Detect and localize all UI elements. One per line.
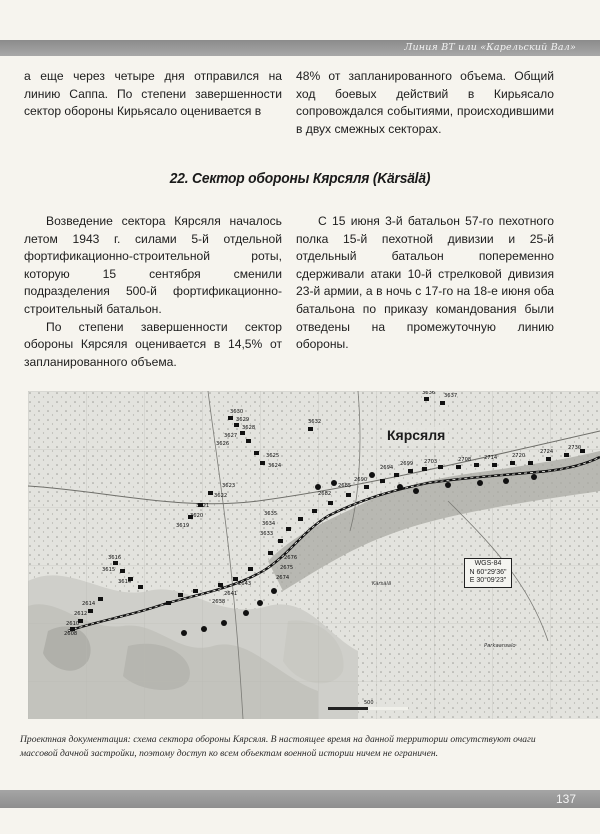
svg-text:3622: 3622 [214,493,228,499]
svg-text:2676: 2676 [284,555,298,561]
svg-text:3629: 3629 [236,417,250,423]
svg-text:2638: 2638 [212,599,226,605]
svg-text:2685: 2685 [338,483,352,489]
svg-text:3632: 3632 [308,419,322,425]
top-columns [20,68,580,148]
coord-lon: E 30°09'23" [469,577,507,584]
coord-datum: WGS-84 [474,560,502,567]
svg-text:3634: 3634 [262,521,276,527]
svg-text:3614: 3614 [118,579,132,585]
svg-text:2643: 2643 [238,581,252,587]
svg-text:3625: 3625 [266,453,280,459]
svg-text:3626: 3626 [216,441,230,447]
svg-text:3624: 3624 [268,463,282,469]
body-columns [20,213,580,373]
running-header [0,0,600,56]
defense-sector-map [28,391,600,719]
coord-lat: N 60°29'36" [469,568,507,576]
svg-text:2699: 2699 [400,461,414,467]
svg-text:3633: 3633 [260,531,274,537]
svg-text:Parkaansalo: Parkaansalo [484,643,516,649]
svg-text:2614: 2614 [82,601,96,607]
svg-text:3615: 3615 [102,567,116,573]
svg-text:2720: 2720 [512,453,526,459]
map-title: Кярсяля [384,427,448,443]
svg-text:3636: 3636 [422,391,436,396]
svg-text:2694: 2694 [380,465,394,471]
paragraph: а еще через четыре дня отправился на линию Саппа. По степени завершенности сектор обороны Кирьясало оценивается в [24,69,282,119]
section-heading: 22. Сектор обороны Кярсяля (Kärsälä) [169,170,431,187]
map-graphic [28,391,600,719]
top-left-column [24,68,282,121]
svg-text:3616: 3616 [108,555,122,561]
svg-text:2641: 2641 [224,591,238,597]
paragraph: Возведение сектора Кярсяля началось летом 1943 г. силами 5-й отдельной фортификационно-строительной роты, которую 15 сентября сменили подразделения 500-й фортификационно-строительный батальон. [24,214,282,316]
svg-text:2610: 2610 [66,621,80,627]
footer-band [0,790,600,808]
svg-text:2608: 2608 [64,631,78,637]
top-right-column [296,68,554,138]
svg-text:3620: 3620 [190,513,204,519]
svg-text:2708: 2708 [458,457,472,463]
page-number: 137 [555,792,576,806]
paragraph: 48% от запланированного объема. Общий ход боевых действий в Кирьясало сопровождался событиями, происходившими в двух смежных секторах. [296,69,554,136]
svg-text:3619: 3619 [176,523,190,529]
figure-caption: Проектная документация: схема сектора обороны Кярсяля. В настоящее время на данной территории отсутствуют очаги массовой дачной застройки, поэтому доступ ко всем объектам военной истории ничем не ограничен. [20,734,536,759]
svg-text:2714: 2714 [484,455,498,461]
body-right-column [296,213,554,354]
svg-text:2703: 2703 [424,459,438,465]
svg-text:2612: 2612 [74,611,88,617]
svg-text:3623: 3623 [222,483,236,489]
paragraph: С 15 июня 3-й батальон 57-го пехотного полка 15-й пехотной дивизии и 25-й отдельный батальон попеременно сдерживали атаки 10-й стрелковой дивизия 23-й армии, а в ночь с 17-го на 18-е июня оба батальона по приказу командования были отведены на промежуточную линию обороны. [296,214,554,352]
svg-text:3627: 3627 [224,433,238,439]
svg-text:2675: 2675 [280,565,294,571]
svg-text:2690: 2690 [354,477,368,483]
svg-text:3621: 3621 [196,503,210,509]
svg-text:2674: 2674 [276,575,290,581]
body-left-column [24,213,282,371]
running-title: Линия ВТ или «Карельский Вал» [404,42,576,53]
svg-text:3630: 3630 [230,409,244,415]
svg-text:3635: 3635 [264,511,278,517]
svg-text:2682: 2682 [318,491,332,497]
paragraph: По степени завершенности сектор обороны Кярсяля оценивается в 14,5% от запланированного объема. [24,319,282,369]
coordinate-box [464,558,512,588]
svg-text:3637: 3637 [444,393,458,399]
svg-text:2724: 2724 [540,449,554,455]
svg-text:3628: 3628 [242,425,256,431]
svg-text:Kärsälä: Kärsälä [372,581,392,587]
svg-text:500: 500 [364,700,374,706]
svg-text:2730: 2730 [568,445,582,451]
